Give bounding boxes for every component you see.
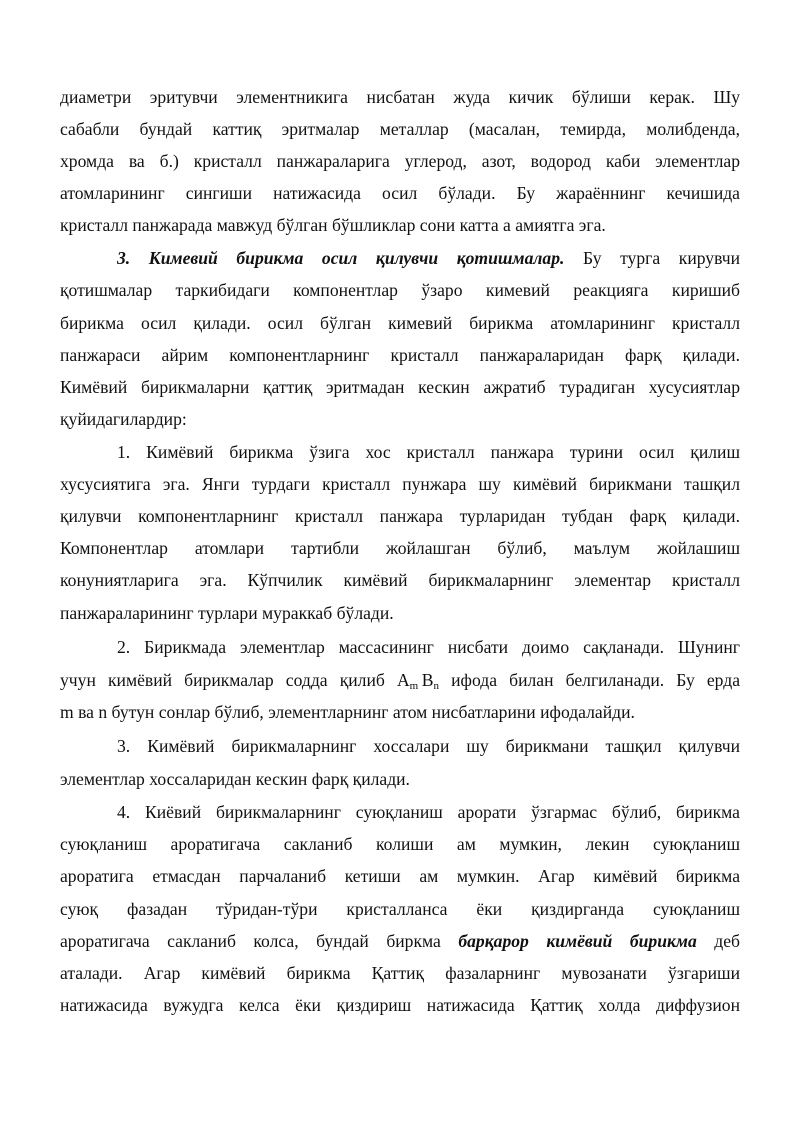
paragraph-line: суюқланиш ароратигача сакланиб колиши ам мумкин, лекин суюқланиш — [60, 834, 740, 854]
paragraph-line: панжараси айрим компонентларнинг кристалл панжараларидан фарқ қилади. — [60, 345, 740, 365]
paragraph-line: панжараларининг турлари мураккаб бўлади. — [60, 603, 394, 623]
list-item-1-line: 1. Кимёвий бирикма ўзига хос кристалл панжара турини осил қилиш — [117, 442, 740, 462]
paragraph-text: деб — [696, 931, 740, 951]
paragraph-line: Кимёвий бирикмаларни қаттиқ эритмадан кескин ажратиб турадиган хусусиятлар — [60, 377, 740, 397]
paragraph-line: қуйидагилардир: — [60, 409, 187, 429]
section-heading: 3. Кимевий бирикма осил қилувчи қотишмалар. — [117, 248, 565, 268]
section-3-line — [117, 243, 740, 273]
paragraph-line: хромда ва б.) кристалл панжараларига углерод, азот, водород каби элементлар — [60, 151, 740, 171]
paragraph-line: қилувчи компонентларнинг кристалл панжара турларидан тубдан фарқ қилади. — [60, 506, 740, 526]
emphasized-term: барқарор кимёвий бирикма — [458, 931, 697, 951]
paragraph-line: атомларининг сингиши натижасида осил бўлади. Бу жараённинг кечишида — [60, 183, 740, 203]
formula-line — [60, 665, 740, 695]
paragraph-line: бирикма осил қилади. осил бўлган кимевий бирикма атомларининг кристалл — [60, 313, 740, 333]
paragraph-text: Бу турга кирувчи — [583, 248, 740, 268]
paragraph-line: ароратига етмасдан парчаланиб кетиши ам мумкин. Агар кимёвий бирикма — [60, 866, 740, 886]
formula-b-subscript: n — [433, 680, 440, 692]
paragraph-line: диаметри эритувчи элементникига нисбатан жуда кичик бўлиши керак. Шу — [60, 87, 740, 107]
paragraph-line: аталади. Агар кимёвий бирикма Қаттиқ фазаларнинг мувозанати ўзгариши — [60, 963, 740, 983]
formula-a-subscript: m — [409, 680, 419, 692]
list-item-2-line: 2. Бирикмада элементлар массасининг нисбати доимо сақланади. Шунинг — [117, 637, 740, 657]
paragraph-text: ифода билан белгиланади. Бу ерда — [439, 670, 740, 690]
paragraph-line: m ва n бутун сонлар бўлиб, элементларнинг атом нисбатларини ифодалайди. — [60, 702, 635, 722]
paragraph-line: қотишмалар таркибидаги компонентлар ўзаро кимевий реакцияга киришиб — [60, 280, 740, 300]
paragraph-line: кристалл панжарада мавжуд бўлган бўшликлар сони катта а амиятга эга. — [60, 215, 606, 235]
paragraph-line: хусусиятига эга. Янги турдаги кристалл пунжара шу кимёвий бирикмани ташқил — [60, 474, 740, 494]
paragraph-line: Компонентлар атомлари тартибли жойлашган бўлиб, маълум жойлашиш — [60, 538, 740, 558]
paragraph-line: элементлар хоссаларидан кескин фарқ қилади. — [60, 769, 410, 789]
paragraph-text: учун кимёвий бирикмалар содда қилиб — [60, 670, 397, 690]
list-item-3-line: 3. Кимёвий бирикмаларнинг хоссалари шу бирикмани ташқил қилувчи — [117, 736, 740, 756]
formula-b: B — [421, 670, 434, 690]
paragraph-line: суюқ фазадан тўридан-тўри кристалланса ёки қиздирганда суюқланиш — [60, 899, 740, 919]
emphasis-line — [60, 926, 740, 956]
paragraph-line: натижасида вужудга келса ёки қиздириш натижасида Қаттиқ холда диффузион — [60, 995, 740, 1015]
paragraph-line: сабабли бундай каттиқ эритмалар металлар (масалан, темирда, молибденда, — [60, 119, 740, 139]
formula-a: A — [396, 670, 410, 690]
paragraph-text: ароратигача сакланиб колса, бундай биркма — [60, 931, 459, 951]
paragraph-line: конуниятларига эга. Кўпчилик кимёвий бирикмаларнинг элементар кристалл — [60, 570, 740, 590]
list-item-4-line: 4. Киёвий бирикмаларнинг суюқланиш арорати ўзгармас бўлиб, бирикма — [117, 802, 740, 822]
